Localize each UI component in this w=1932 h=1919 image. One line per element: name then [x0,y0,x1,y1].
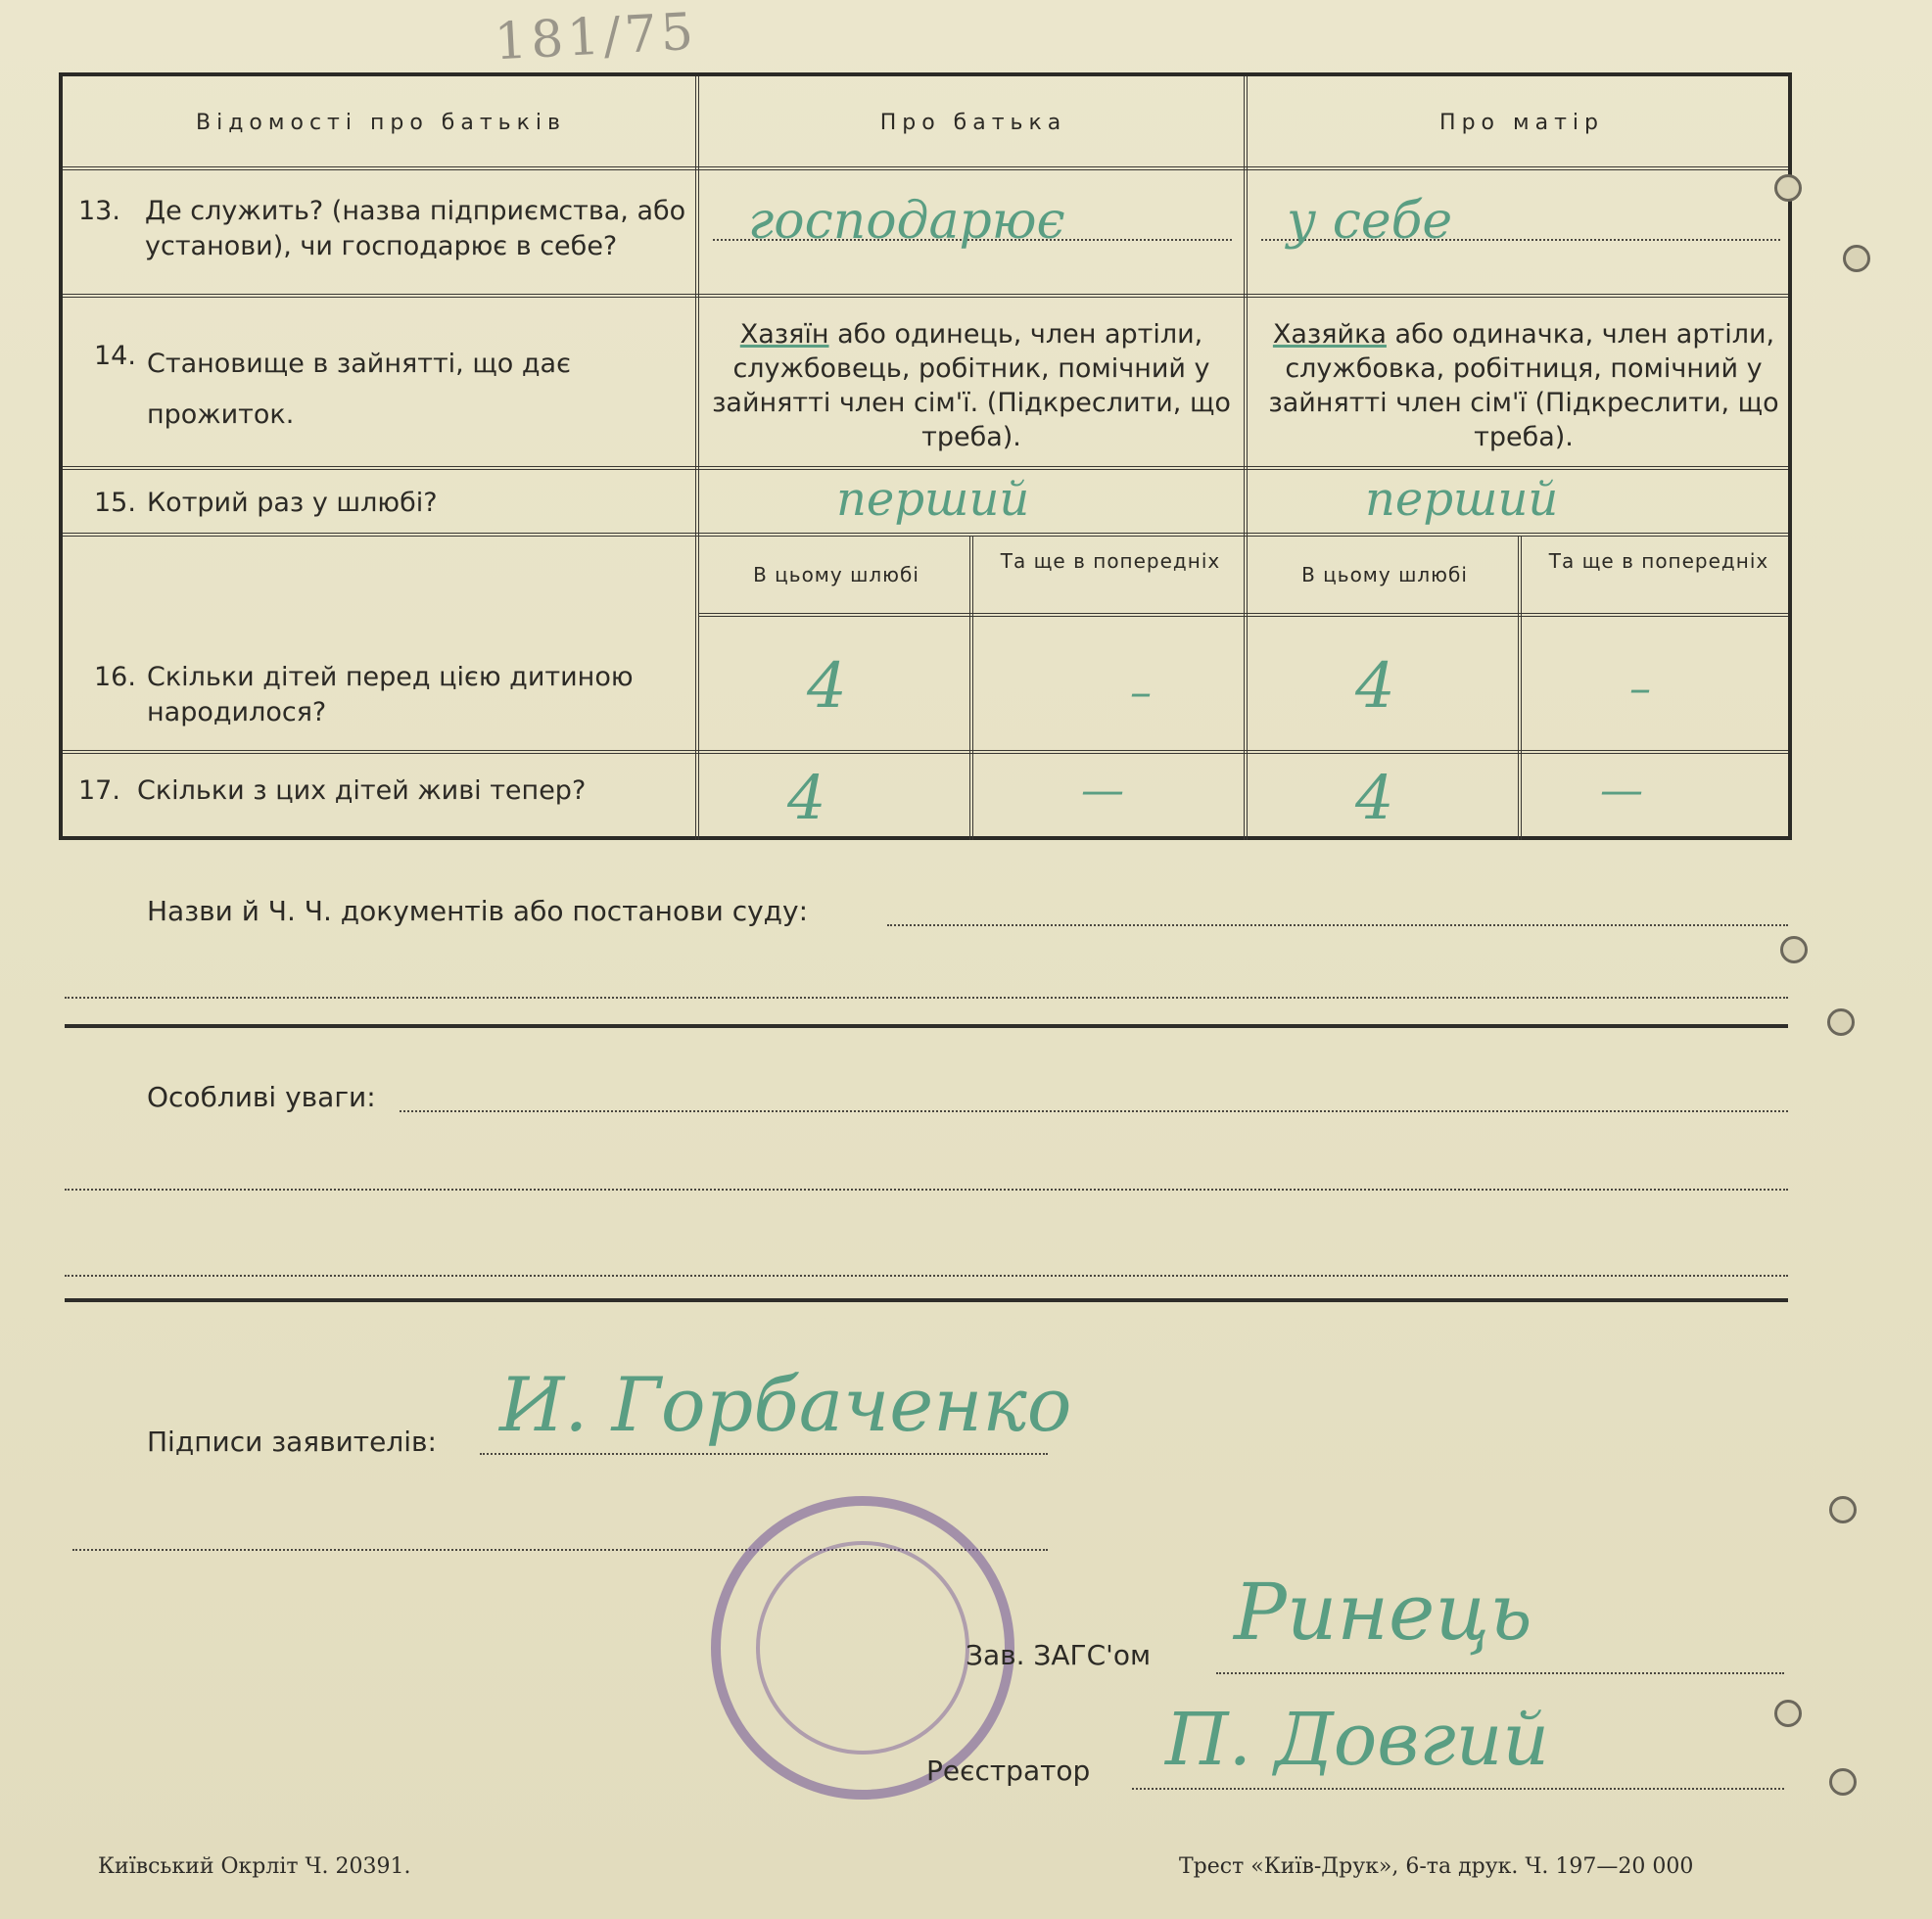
subheader-mother-this: В цьому шлюбі [1301,563,1468,586]
col-divider [969,537,973,840]
q14-father-options [711,317,1232,454]
official-stamp-inner-ring [756,1541,969,1755]
parents-info-table [59,72,1792,840]
q13-father-answer: господарює [748,192,1065,251]
q17-mother-this: 4 [1355,762,1394,833]
col-divider [695,76,699,840]
q16-mother-prev: – [1629,664,1651,714]
binder-hole [1774,1700,1802,1727]
registrar-line [1132,1788,1784,1790]
q15-question: Котрий раз у шлюбі? [147,488,438,518]
remarks-separator [65,1298,1788,1302]
q17-father-this: 4 [787,762,826,833]
q14-mother-options [1259,317,1788,454]
binder-hole [1829,1496,1857,1523]
row-divider [63,533,1788,537]
row-divider [63,466,1788,470]
q16-mother-this: 4 [1355,650,1395,723]
subheader-father-this: В цьому шлюбі [753,563,919,586]
col-divider [1244,76,1248,840]
documents-label: Назви й Ч. Ч. документів або постанови суду: [147,895,809,927]
q16-father-prev: – [1130,668,1152,718]
q17-mother-prev: — [1600,766,1643,816]
q14-father-selected: Хазяїн [739,319,829,350]
head-zags-label: Зав. ЗАГС'ом [966,1639,1152,1671]
registrar-label: Реєстратор [926,1755,1091,1787]
row-divider [63,750,1788,754]
row-divider [63,166,1788,170]
q15-mother-answer: перший [1365,472,1559,527]
q15-number: 15. [94,488,136,518]
q14-number: 14. [94,341,136,371]
binder-hole [1827,1008,1855,1036]
q17-number: 17. [78,775,120,806]
q16-question: Скільки дітей перед цією дитиною народилося? [147,662,634,727]
binder-hole [1774,174,1802,202]
q14-mother-rest: або одиначка, член артіли, службовка, робітниця, помічний у зайнятті член сім'ї (Підкреслити, що треба). [1268,319,1779,452]
documents-line-1 [887,924,1788,926]
binder-hole [1843,245,1870,272]
documents-line-2 [65,997,1788,999]
q13-mother-answer: у себе [1287,192,1453,251]
remarks-line-1 [400,1110,1788,1112]
head-zags-signature: Ринець [1234,1567,1532,1658]
head-zags-line [1216,1672,1784,1674]
header-parents-info: Відомості про батьків [196,111,566,135]
documents-separator [65,1024,1788,1028]
applicants-signature: И. Горбаченко [499,1361,1072,1448]
q13-question: Де служить? (назва підприємства, або установи), чи господарює в себе? [145,196,686,261]
applicants-signature-line [480,1453,1048,1455]
header-father: Про батька [879,111,1067,135]
q14-father-rest: або одинець, член артіли, службовець, робітник, помічний у зайнятті член сім'ї. (Підкреслити, що треба). [712,319,1231,452]
remarks-label: Особливі уваги: [147,1081,376,1113]
archive-number: 181/75 [493,2,699,72]
applicants-signature-label: Підписи заявителів: [147,1426,437,1458]
q17-father-prev: — [1081,766,1124,816]
subheader-father-prev: Та ще в попередніх [1000,549,1221,573]
footer-right: Трест «Київ-Друк», 6-та друк. Ч. 197—20 000 [1179,1854,1694,1879]
remarks-line-2 [65,1189,1788,1191]
q16-father-this: 4 [807,650,847,723]
registrar-signature: П. Довгий [1165,1698,1550,1782]
q14-mother-selected: Хазяйка [1272,319,1387,350]
binder-hole [1829,1768,1857,1796]
q14-question: Становище в зайнятті, що дає прожиток. [147,349,571,430]
remarks-line-3 [65,1275,1788,1277]
q16-number: 16. [94,662,136,692]
subheader-mother-prev: Та ще в попередніх [1548,549,1769,573]
header-mother: Про матір [1439,111,1604,135]
footer-left: Київський Окрліт Ч. 20391. [98,1854,411,1879]
q15-father-answer: перший [836,472,1030,527]
row-divider [63,294,1788,298]
col-divider [1518,537,1522,840]
q13-number: 13. [78,196,120,226]
q17-question: Скільки з цих дітей живі тепер? [137,775,587,806]
binder-hole [1780,936,1808,963]
